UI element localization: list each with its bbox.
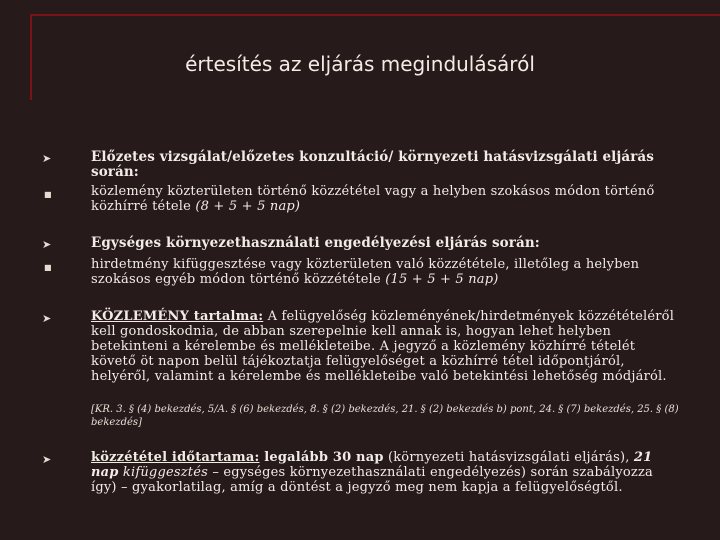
section1-text: közlemény közterületen történő közzététel vagy a helyben szokásos módon történő közhírré tétele [91, 184, 655, 214]
square-bullet-icon: ■ [44, 263, 52, 272]
frame-top-line [30, 14, 720, 16]
section3-text: A felügyelőség közleményének/hirdetmények közzétételéről kell gondoskodnia, de abban szerepelnie kell annak is, hogyan lehet helyben betekinteni a kérelembe és mellékleteibe. A jegyző a közlemény közhírré tételét követő öt napon belül tájékoztatja felügyelőséget a közhírré tétel időpontjáról, helyéről, valamint a kérelembe és mellékleteibe való betekintési lehetőség módjáról. [91, 309, 675, 384]
section4-label: közzététel időtartama: [91, 450, 260, 465]
section1-heading: Előzetes vizsgálat/előzetes konzultáció/ környezeti hatásvizsgálati eljárás során: [91, 149, 654, 180]
section4-text3: – egységes környezethasználati engedélyezés) során szabályozza így) – gyakorlatilag, amíg a döntést a jegyző meg nem kapja a felügyelőségtől. [91, 465, 653, 495]
section4-text1: (környezeti hatásvizsgálati eljárás), [383, 450, 634, 465]
arrow-bullet-icon: ➤ [42, 238, 52, 251]
section4-body [91, 450, 681, 495]
slide-title: értesítés az eljárás megindulásáról [185, 52, 535, 76]
section2-body [91, 257, 681, 287]
arrow-bullet-icon: ➤ [42, 152, 52, 165]
section4-strong2: 21 nap [91, 450, 653, 480]
section4-text2: kifüggesztés [118, 465, 208, 480]
section1-body [91, 184, 681, 214]
section3-body [91, 309, 681, 384]
arrow-bullet-icon: ➤ [42, 453, 52, 466]
section3-label: KÖZLEMÉNY tartalma: [91, 309, 264, 324]
arrow-bullet-icon: ➤ [42, 312, 52, 325]
square-bullet-icon: ■ [44, 190, 52, 199]
section2-heading: Egységes környezethasználati engedélyezési eljárás során: [91, 235, 540, 251]
section2-text: hirdetmény kifüggesztése vagy közterületen való közzététele, illetőleg a helyben szokásos egyéb módon történő közzététele [91, 257, 640, 287]
section4-strong: legalább 30 nap [259, 450, 384, 465]
section1-days: (8 + 5 + 5 nap) [195, 199, 301, 214]
section2-days: (15 + 5 + 5 nap) [385, 272, 499, 287]
legal-reference: [KR. 3. § (4) bekezdés, 5/A. § (6) bekezdés, 8. § (2) bekezdés, 21. § (2) bekezdés b) pont, 24. § (7) bekezdés, 25. § (8) bekezdés] [91, 404, 679, 428]
